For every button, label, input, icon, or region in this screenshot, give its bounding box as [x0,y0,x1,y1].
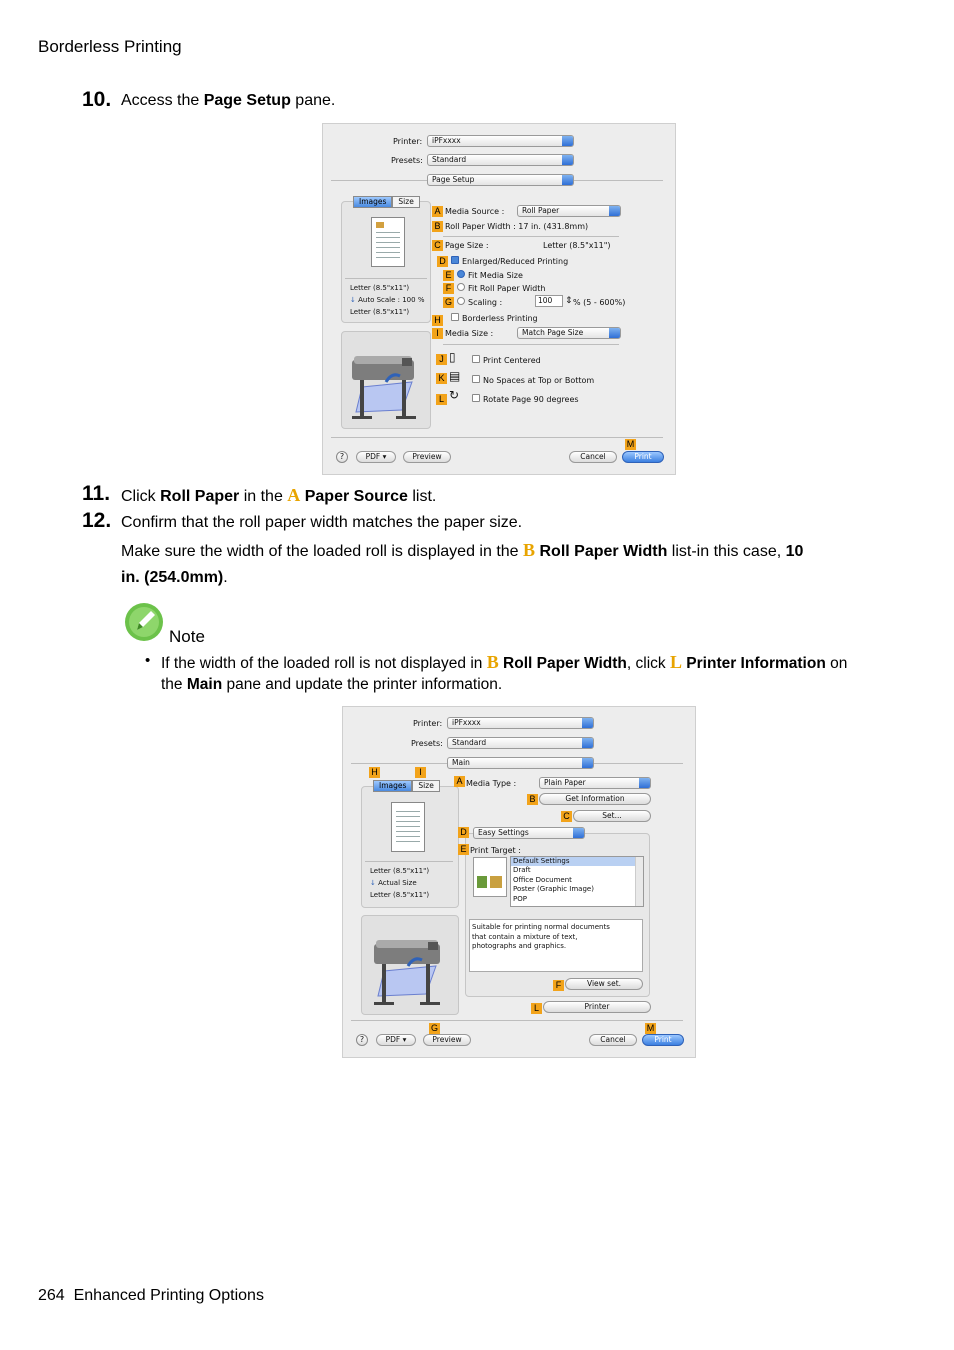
page-size-label: Page Size : [445,241,489,250]
pdf-button[interactable]: PDF ▾ [376,1034,416,1046]
print-target-list[interactable] [510,856,644,907]
printer-label: Printer: [393,137,423,146]
tab-images[interactable]: Images [353,196,392,208]
text: list-in this case, [667,543,786,560]
presets-label: Presets: [411,739,443,748]
step-12-line2 [121,540,803,561]
media-type-label: Media Type : [466,779,517,788]
media-size-label: Media Size : [445,329,494,338]
text: pane and update the printer information. [222,676,503,693]
text: . [223,569,228,586]
easy-settings-popup[interactable] [473,827,585,839]
step-12-line1: Confirm that the roll paper width matches the paper size. [121,514,523,531]
fit-roll-label: Fit Roll Paper Width [468,284,546,293]
bold-text: Roll Paper Width [539,543,668,560]
printer-image-panel [341,331,431,429]
note-text-line2 [161,676,502,694]
media-size-popup[interactable] [517,327,621,339]
tabs [373,780,440,792]
bold-text: Roll Paper [160,488,240,505]
list-item-poster[interactable]: Poster (Graphic Image) [513,885,594,893]
tag-h: H [432,315,443,326]
tag-g: G [430,1023,438,1033]
tag-d: D [437,256,448,267]
presets-value: Standard [452,738,487,747]
print-button[interactable]: Print [622,451,664,463]
printer-value: iPFxxxx [452,718,481,727]
page-footer [38,1287,264,1305]
note-text-line1 [161,652,847,673]
bold-text: Roll Paper Width [503,655,627,672]
pdf-button[interactable]: PDF ▾ [356,451,396,463]
bold-text: in. (254.0mm) [121,569,224,586]
info-media-size: Letter (8.5"x11") [370,891,430,899]
print-target-label: Print Target : [470,846,521,855]
step-number: 11. [82,482,111,505]
step-number: 12. [82,509,112,532]
text: Access the [121,92,204,109]
cancel-button[interactable]: Cancel [569,451,617,463]
text: , click [626,655,670,672]
info-page-size: Letter (8.5"x11") [350,284,410,292]
media-source-popup[interactable] [517,205,621,217]
page-thumbnail [391,802,425,852]
printer-button[interactable]: Printer [543,1001,651,1013]
footer-section: Enhanced Printing Options [73,1287,264,1304]
list-item-draft[interactable]: Draft [513,866,531,874]
tag-d: D [458,827,469,838]
printer-popup[interactable] [427,135,574,147]
ref-letter: L [669,652,682,672]
text: list. [407,488,437,505]
tab-size[interactable]: Size [412,780,439,792]
tag-c: C [432,240,443,251]
printer-popup[interactable] [447,717,594,729]
list-item-default[interactable]: Default Settings [511,857,643,866]
print-button[interactable]: Print [642,1034,684,1046]
step-12 [82,509,111,533]
no-spaces-checkbox[interactable] [472,375,480,383]
tag-b: B [527,794,538,805]
cancel-button[interactable]: Cancel [589,1034,637,1046]
description-line: that contain a mixture of text, [472,932,578,941]
print-centered-icon: ▯ [449,350,456,364]
media-source-value: Roll Paper [522,206,560,215]
divider [443,236,619,237]
preview-button[interactable]: Preview [403,451,451,463]
help-button[interactable]: ? [336,451,348,463]
scaling-range: % (5 - 600%) [573,298,626,307]
rotate-label: Rotate Page 90 degrees [483,395,579,404]
presets-popup[interactable] [447,737,594,749]
page-thumbnail [371,217,405,267]
divider [331,437,663,438]
step-number: 10. [82,88,112,111]
tag-c: C [561,811,572,822]
borderless-label: Borderless Printing [462,314,538,323]
scaling-radio[interactable] [457,297,465,305]
printer-illustration-icon [362,916,458,1014]
text: Make sure the width of the loaded roll is displayed in the [121,543,524,560]
fit-media-label: Fit Media Size [468,271,523,280]
info-media-size: Letter (8.5"x11") [350,308,410,316]
bold-text: Main [186,676,223,693]
step-11 [82,482,110,506]
note-pencil-icon [124,602,164,642]
tag-i: I [432,328,443,339]
list-item-office[interactable]: Office Document [513,875,572,884]
print-centered-label: Print Centered [483,356,541,365]
media-source-label: Media Source : [445,207,505,216]
tag-m: M [646,1023,655,1033]
list-item-pop[interactable]: POP [513,894,527,903]
divider [443,344,619,345]
tag-h: H [369,767,380,778]
text: If the width of the loaded roll is not displayed in [161,655,487,672]
presets-value: Standard [432,155,467,164]
description-box [469,919,643,972]
no-spaces-icon: ▤ [449,369,461,383]
fit-roll-radio[interactable] [457,283,465,291]
note-title: Note [169,627,205,646]
info-scale: ↓ Actual Size [370,879,417,887]
divider [351,1020,683,1021]
bold-text: Paper Source [304,488,408,505]
scaling-stepper-icon[interactable]: ⇕ [565,296,573,306]
printer-label: Printer: [413,719,443,728]
page-size-value: Letter (8.5"x11") [543,241,611,250]
page-setup-dialog-screenshot [322,123,676,475]
text: pane. [290,92,336,109]
enlarged-checkbox[interactable] [451,256,459,264]
scaling-input[interactable]: 100 [535,295,563,307]
printer-value: iPFxxxx [432,136,461,145]
tag-j: J [436,354,447,365]
tag-b: B [432,221,443,232]
page-number: 264 [38,1287,65,1304]
tag-a: A [454,776,465,787]
roll-paper-width: Roll Paper Width : 17 in. (431.8mm) [445,222,589,231]
page-header: Borderless Printing [38,37,182,56]
ref-letter: B [486,652,499,672]
tag-f: F [443,283,454,294]
print-centered-checkbox[interactable] [472,355,480,363]
pane-popup[interactable] [427,174,574,186]
preview-button[interactable]: Preview [423,1034,471,1046]
tag-m: M [626,439,635,449]
borderless-checkbox[interactable] [451,313,459,321]
scaling-label: Scaling : [468,298,503,307]
set-button[interactable]: Set... [573,810,651,822]
step-12-line3 [121,569,228,587]
presets-label: Presets: [391,156,423,165]
tag-e: E [443,270,454,281]
info-page-size: Letter (8.5"x11") [370,867,430,875]
presets-popup[interactable] [427,154,574,166]
pane-value: Main [452,758,470,767]
tag-e: E [458,844,469,855]
tag-f: F [553,980,564,991]
tag-l: L [531,1003,542,1014]
note-bullet: • [145,652,151,669]
text: in the [239,488,288,505]
printer-illustration-icon [342,332,430,428]
rotate-checkbox[interactable] [472,394,480,402]
media-type-popup[interactable] [539,777,651,789]
media-size-value: Match Page Size [522,328,584,337]
tab-images[interactable]: Images [373,780,412,792]
main-pane-dialog-screenshot [342,706,696,1058]
enlarged-label: Enlarged/Reduced Printing [462,257,569,266]
tag-g: G [444,297,452,307]
print-target-preview-icon [473,857,507,897]
tag-a: A [432,206,443,217]
get-information-button[interactable]: Get Information [539,793,651,805]
text: Click [121,488,161,505]
help-button[interactable]: ? [356,1034,368,1046]
text: the [161,676,187,693]
list-scrollbar[interactable] [635,857,643,906]
pane-value: Page Setup [432,175,475,184]
tag-i: I [415,767,426,778]
info-scale: ↓ Auto Scale : 100 % [350,296,425,304]
ref-letter: B [523,540,536,560]
no-spaces-label: No Spaces at Top or Bottom [483,376,595,385]
rotate-icon: ↻ [449,388,460,402]
tag-l: L [436,394,447,405]
tag-k: K [436,373,447,384]
divider [365,861,453,862]
description-line: Suitable for printing normal documents [472,923,610,931]
divider [345,278,427,279]
step-10 [82,88,111,112]
view-set-button[interactable]: View set. [565,978,643,990]
fit-media-radio[interactable] [457,270,465,278]
easy-settings-value: Easy Settings [478,828,529,837]
step-10-text [121,92,335,110]
text: on [825,655,848,672]
description-line: photographs and graphics. [472,942,567,950]
printer-image-panel [361,915,459,1015]
tab-size[interactable]: Size [392,196,419,208]
ref-letter: A [287,485,301,505]
bold-text: 10 [785,543,804,560]
step-11-text [121,485,436,506]
pane-popup[interactable] [447,757,594,769]
bold-text: Printer Information [686,655,826,672]
tabs [353,196,420,208]
media-type-value: Plain Paper [544,778,586,787]
bold-text: Page Setup [203,92,291,109]
